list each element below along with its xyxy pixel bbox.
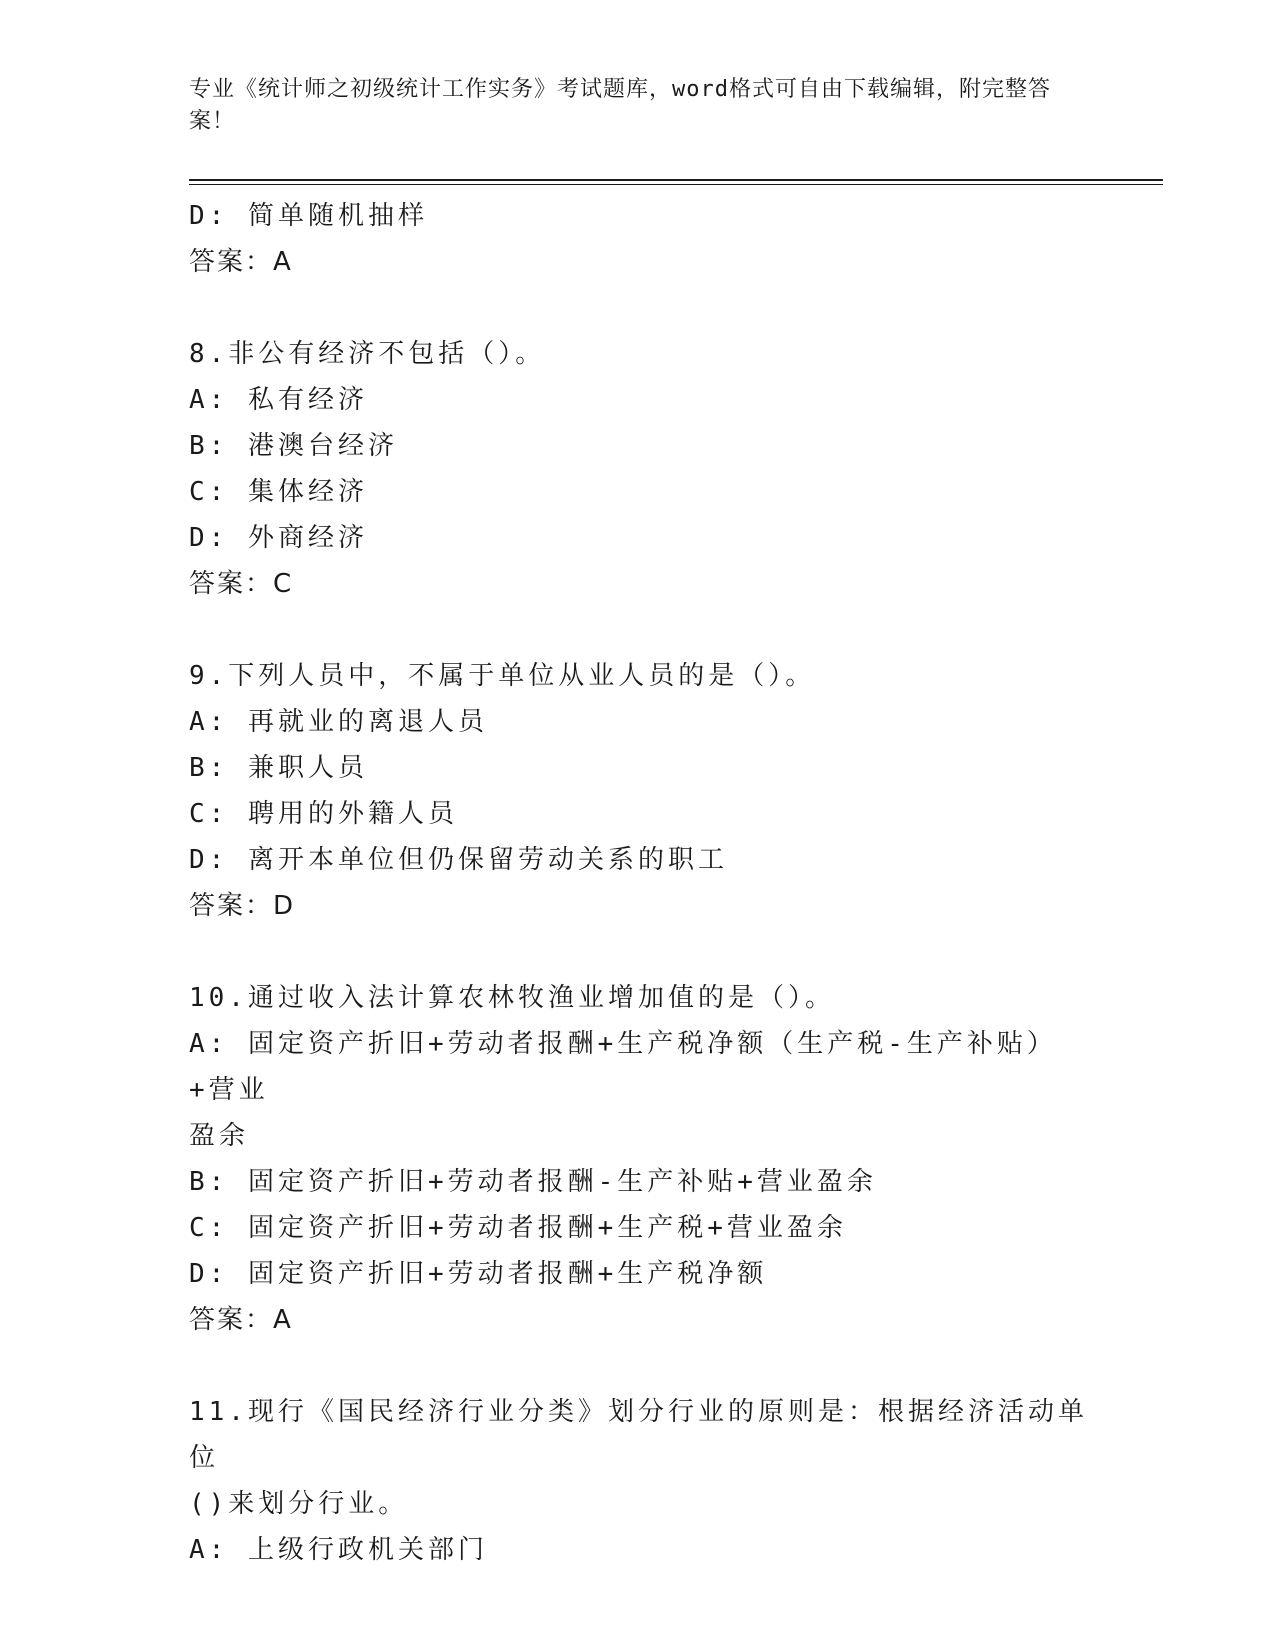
question-block [189,975,1089,1343]
option-line: D: 固定资产折旧+劳动者报酬+生产税净额 [189,1259,768,1289]
question-block [189,331,1089,607]
option-line: A: 私有经济 [189,385,368,415]
option-line-continuation: 盈余 [189,1121,250,1151]
question-stem: 11.现行《国民经济行业分类》划分行业的原则是：根据经济活动单位 [189,1397,1088,1473]
answer-line: 答案：D [189,891,296,921]
question-stem: 10.通过收入法计算农林牧渔业增加值的是（）。 [189,983,835,1013]
question-block [189,1389,1089,1573]
header-rule-thin [189,184,1163,185]
block-spacer [189,607,1089,653]
option-line: B: 港澳台经济 [189,431,398,461]
option-line: B: 兼职人员 [189,753,368,783]
question-stem: 8.非公有经济不包括（）。 [189,339,546,369]
block-spacer [189,929,1089,975]
answer-line: 答案：A [189,247,293,277]
question-block [189,653,1089,929]
block-spacer [189,1343,1089,1389]
option-line: C: 集体经济 [189,477,368,507]
option-line: C: 聘用的外籍人员 [189,799,458,829]
option-line: A: 固定资产折旧+劳动者报酬+生产税净额（生产税-生产补贴）+营业 [189,1029,1057,1105]
option-line: B: 固定资产折旧+劳动者报酬-生产补贴+营业盈余 [189,1167,877,1197]
block-spacer [189,285,1089,331]
question-stem: 9.下列人员中，不属于单位从业人员的是（）。 [189,661,816,691]
option-line: D: 离开本单位但仍保留劳动关系的职工 [189,845,728,875]
option-line: A: 上级行政机关部门 [189,1535,488,1565]
header-rule-thick [189,179,1163,181]
answer-line: 答案：C [189,569,294,599]
answer-line: 答案：A [189,1305,293,1335]
option-line: C: 固定资产折旧+劳动者报酬+生产税+营业盈余 [189,1213,847,1243]
option-line: D: 简单随机抽样 [189,201,428,231]
option-line: D: 外商经济 [189,523,368,553]
question-list [189,193,1089,1573]
option-line: A: 再就业的离退人员 [189,707,488,737]
page-header: 专业《统计师之初级统计工作实务》考试题库，word格式可自由下载编辑，附完整答案！ [189,77,1051,134]
question-block [189,193,1089,285]
question-stem-continuation: ()来划分行业。 [189,1489,409,1519]
